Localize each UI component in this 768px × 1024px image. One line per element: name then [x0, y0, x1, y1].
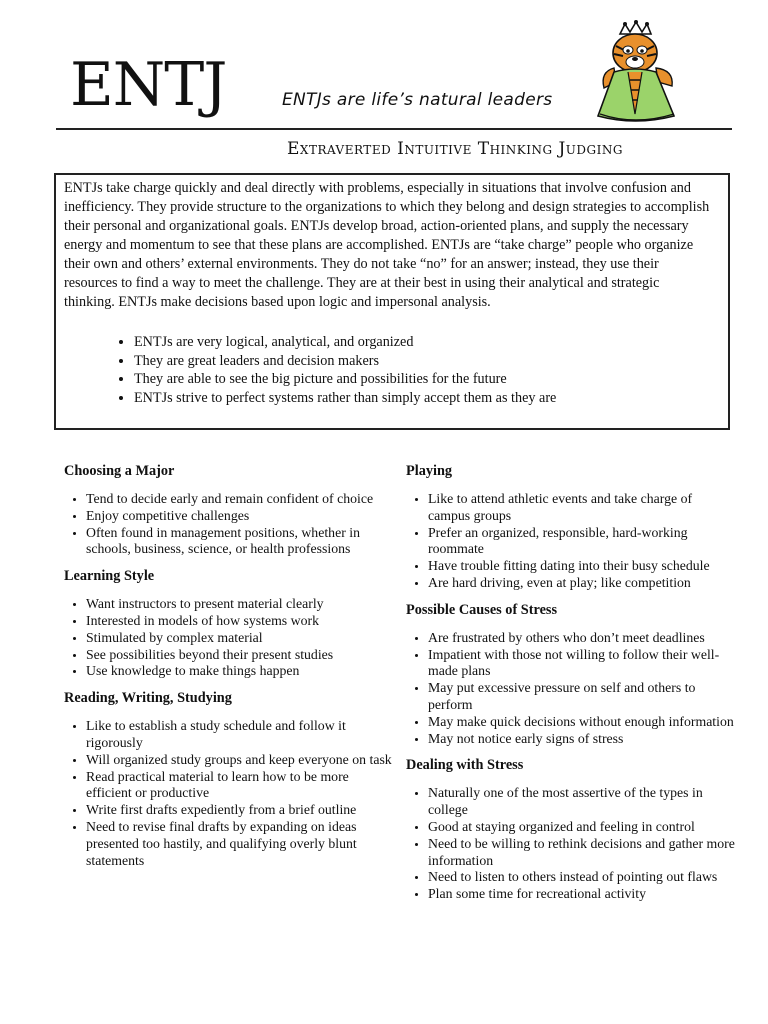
right-column: [406, 462, 736, 912]
list-item: • Prefer an organized, responsible, hard-working roommate: [428, 525, 736, 559]
section-heading-dealing-stress: Dealing with Stress: [406, 757, 524, 774]
list-item: • Interested in models of how systems work: [86, 613, 394, 630]
dealing-stress-list: [406, 785, 736, 903]
list-item: • Tend to decide early and remain confident of choice: [86, 491, 394, 508]
list-item: • ENTJs strive to perfect systems rather than simply accept them as they are: [134, 389, 714, 408]
section-heading-reading-writing: Reading, Writing, Studying: [64, 690, 232, 707]
list-item: • Like to establish a study schedule and follow it rigorously: [86, 718, 394, 752]
learning-style-list: [64, 596, 394, 680]
list-item: • They are able to see the big picture and possibilities for the future: [134, 370, 714, 389]
header-divider: [56, 128, 732, 130]
left-column: [64, 462, 394, 878]
list-item: • See possibilities beyond their present studies: [86, 647, 394, 664]
intro-bullet-list: [106, 333, 714, 407]
list-item: • Use knowledge to make things happen: [86, 663, 394, 680]
reading-writing-list: [64, 718, 394, 869]
list-item: • Often found in management positions, whether in schools, business, science, or health professions: [86, 525, 394, 559]
stress-causes-list: [406, 630, 736, 748]
list-item: • ENTJs are very logical, analytical, and organized: [134, 333, 714, 352]
list-item: • Want instructors to present material clearly: [86, 596, 394, 613]
tagline: ENTJs are life’s natural leaders: [282, 90, 553, 110]
list-item: • May not notice early signs of stress: [428, 731, 736, 748]
choosing-major-list: [64, 491, 394, 558]
section-heading-learning-style: Learning Style: [64, 568, 155, 585]
list-item: • Need to be willing to rethink decisions and gather more information: [428, 836, 736, 870]
list-item: • May make quick decisions without enough information: [428, 714, 736, 731]
list-item: • Are hard driving, even at play; like competition: [428, 575, 736, 592]
list-item: • Are frustrated by others who don’t meet deadlines: [428, 630, 736, 647]
list-item: • Good at staying organized and feeling in control: [428, 819, 736, 836]
list-item: • Stimulated by complex material: [86, 630, 394, 647]
list-item: • Need to revise final drafts by expanding on ideas presented too hastily, and qualifying overly blunt statements: [86, 819, 394, 869]
list-item: • Have trouble fitting dating into their busy schedule: [428, 558, 736, 575]
type-subtitle: Extraverted Intuitive Thinking Judging: [287, 139, 623, 159]
list-item: • Need to listen to others instead of pointing out flaws: [428, 869, 736, 886]
list-item: • Impatient with those not willing to follow their well-made plans: [428, 647, 736, 681]
section-heading-choosing-major: Choosing a Major: [64, 463, 175, 479]
list-item: • May put excessive pressure on self and others to perform: [428, 680, 736, 714]
intro-paragraph: ENTJs take charge quickly and deal directly with problems, especially in situations that involve confusion and inefficiency. They provide structure to the organizations to which they belong and design strategies to accomplish their personal and organizational goals. ENTJs develop broad, action-oriented plans, and supply the necessary energy and momentum to see that these plans are accomplished. ENTJs are “take charge” people who organize their own and others’ external environments. They do not take “no” for an answer; instead, they use their resources to find a way to meet the challenge. They are at their best in using their analytical and strategic thinking. ENTJs make decisions based upon logic and impersonal analysis.: [64, 180, 710, 310]
section-heading-stress-causes: Possible Causes of Stress: [406, 601, 558, 618]
list-item: • Read practical material to learn how to be more efficient or productive: [86, 769, 394, 803]
playing-list: [406, 491, 736, 592]
section-heading-playing: Playing: [406, 463, 453, 479]
tiger-king-mascot-icon: [592, 20, 704, 126]
list-item: • Plan some time for recreational activity: [428, 886, 736, 903]
list-item: • Naturally one of the most assertive of the types in college: [428, 785, 736, 819]
list-item: • They are great leaders and decision makers: [134, 352, 714, 371]
list-item: • Like to attend athletic events and take charge of campus groups: [428, 491, 736, 525]
intro-box: [54, 173, 730, 430]
list-item: • Write first drafts expediently from a brief outline: [86, 802, 394, 819]
list-item: • Will organized study groups and keep everyone on task: [86, 752, 394, 769]
list-item: • Enjoy competitive challenges: [86, 508, 394, 525]
page-title: ENTJ: [70, 50, 227, 120]
